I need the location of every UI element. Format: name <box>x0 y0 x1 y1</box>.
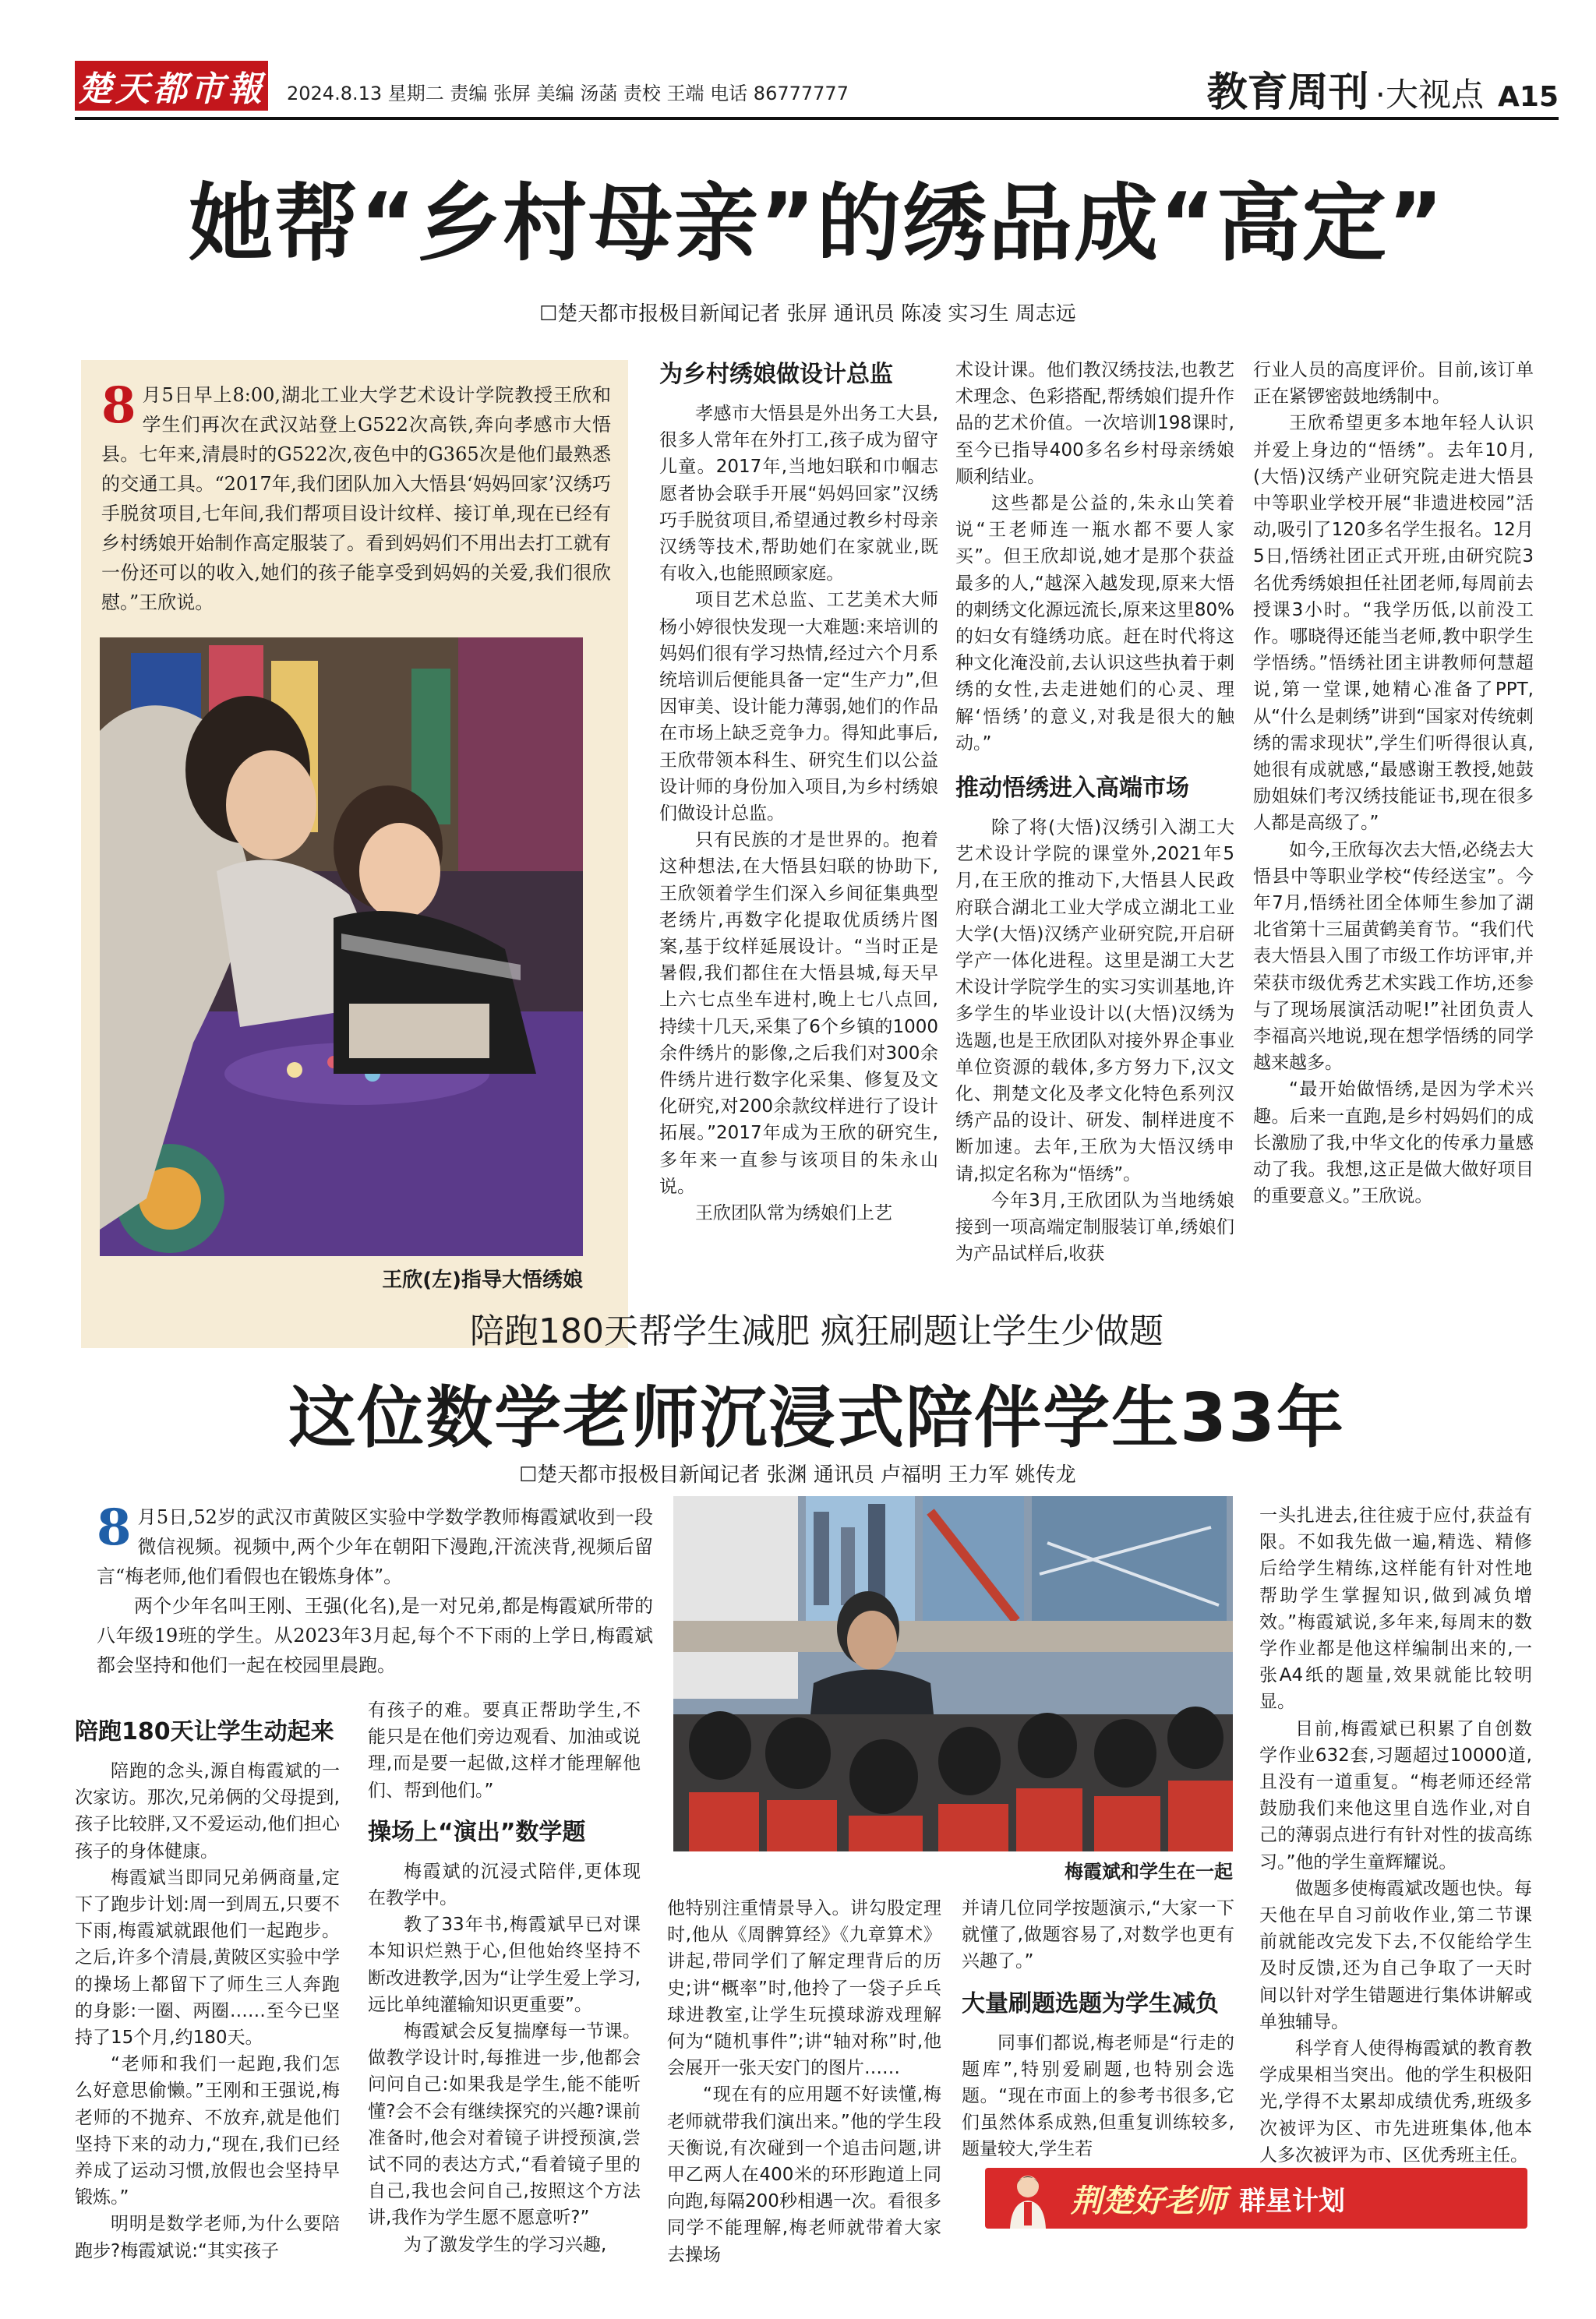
story1-column-2 <box>955 357 1234 1268</box>
page-number: A15 <box>1498 81 1559 113</box>
paragraph: 这些都是公益的,朱永山笑着说“王老师连一瓶水都不要人家买”。但王欣却说,她才是那个获益最多的人,“越深入越发现,原来大悟的刺绣文化源远流长,原来这里80%的妇女有缝绣功底。赶在时代将这种文化淹没前,去认识这些执着于刺绣的女性,去走进她们的心灵、理解‘悟绣’的意义,对我是很大的触动。” <box>955 493 1234 754</box>
story2-photo-caption: 梅霞斌和学生在一起 <box>1065 1861 1233 1883</box>
story2-column-2 <box>368 1697 641 2258</box>
paragraph: 有孩子的难。要真正帮助学生,不能只是在他们旁边观看、加油或说理,而是要一起做,这样才能理解他们、帮到他们。” <box>368 1700 641 1801</box>
story1-headline: 她帮“乡村母亲”的绣品成“高定” <box>189 175 1445 273</box>
story2-column-5 <box>1259 1502 1532 2169</box>
story2-lead-text-2: 两个少年名叫王刚、王强(化名),是一对兄弟,都是梅霞斌所带的八年级19班的学生。从2023年3月起,每个不下雨的上学日,梅霞斌都会坚持和他们一起在校园里晨跑。 <box>97 1595 653 1676</box>
embroidery-photo-image <box>100 637 583 1256</box>
paragraph: 同事们都说,梅老师是“行走的题库”,特别爱刷题,也特别会选题。“现在市面上的参考书很多,它们虽然体系成熟,但重复训练较多,题量较大,学生若 <box>962 2032 1234 2160</box>
story1-lead-text: 月5日早上8:00,湖北工业大学艺术设计学院教授王欣和学生们再次在武汉站登上G522次高铁,奔向孝感市大悟县。七年来,清晨时的G522次,夜色中的G365次是他们最熟悉的交通工具。“2017年,我们团队加入大悟县‘妈妈回家’汉绣巧手脱贫项目,七年间,我们帮项目设计纹样、接订单,现在已经有乡村绣娘开始制作高定服装了。看到妈妈们不用出去打工就有一份还可以的收入,她们的孩子能享受到妈妈的关爱,我们很欣慰。”王欣说。 <box>101 384 611 613</box>
teacher-illustration-icon <box>993 2168 1063 2229</box>
story2-lead <box>97 1498 653 1680</box>
story1-subheading-2: 推动悟绣进入高端市场 <box>955 775 1189 803</box>
paragraph: 术设计课。他们教汉绣技法,也教艺术理念、色彩搭配,帮绣娘们提升作品的艺术价值。一次培训198课时,至今已指导400多名乡村母亲绣娘顺利结业。 <box>955 360 1234 487</box>
story2-subheading-3: 大量刷题选题为学生减负 <box>962 1989 1219 2017</box>
paragraph: 科学育人使得梅霞斌的教育教学成果相当突出。他的学生积极阳光,学得不太累却成绩优秀,班级多次被评为区、市先进班集体,他本人多次被评为市、区优秀班主任。 <box>1259 2038 1532 2165</box>
paragraph: 目前,梅霞斌已积累了自创数学作业632套,习题超过10000道,且没有一道重复。“梅老师还经常鼓励我们来他这里自选作业,对自己的薄弱点进行有针对性的拔高练习。”他的学生童辉耀说。 <box>1259 1718 1532 1872</box>
story2-column-4 <box>962 1895 1234 2163</box>
story2-subheading-2: 操场上“演出”数学题 <box>368 1818 586 1846</box>
paragraph: 如今,王欣每次去大悟,必绕去大悟县中等职业学校“传经送宝”。今年7月,悟绣社团全体师生参加了湖北省第十三届黄鹤美育节。“我们代表大悟县入围了市级工作坊评审,并荣获市级优秀艺术实践工作坊,还参与了现场展演活动呢!”社团负责人李福高兴地说,现在想学悟绣的同学越来越多。 <box>1253 839 1534 1074</box>
paragraph: “最开始做悟绣,是因为学术兴趣。后来一直跑,是乡村妈妈们的成长激励了我,中华文化的传承力量感动了我。我想,这正是做大做好项目的重要意义。”王欣说。 <box>1253 1079 1534 1207</box>
banner-title: 荆楚好老师 <box>1071 2183 1227 2219</box>
section-subtitle: ·大视点 <box>1375 76 1485 114</box>
story2-kicker: 陪跑180天帮学生减肥 疯狂刷题让学生少做题 <box>470 1311 1163 1351</box>
story2-column-3 <box>667 1895 941 2268</box>
paragraph: 他特别注重情景导入。讲勾股定理时,他从《周髀算经》《九章算术》讲起,带同学们了解定理背后的历史;讲“概率”时,他拎了一袋子乒乓球进教室,让学生玩摸球游戏理解何为“随机事件”;讲“轴对称”时,他会展开一张天安门的图片…… <box>667 1898 941 2079</box>
drop-cap: 8 <box>101 376 136 435</box>
classroom-photo-image <box>673 1496 1233 1851</box>
story2-photo <box>673 1496 1233 1851</box>
header-info: 2024.8.13 星期二 责编 张屏 美编 汤菡 责校 王端 电话 86777777 <box>287 83 849 104</box>
story2-headline: 这位数学老师沉浸式陪伴学生33年 <box>288 1379 1345 1457</box>
paragraph: “现在有的应用题不好读懂,梅老师就带我们演出来。”他的学生段天衡说,有次碰到一个追击问题,讲甲乙两人在400米的环形跑道上同向跑,每隔200秒相遇一次。看很多同学不能理解,梅老师就带着大家去操场 <box>667 2084 941 2265</box>
story1-lead <box>101 376 611 617</box>
banner-subtitle: 群星计划 <box>1239 2185 1345 2217</box>
paragraph: 明明是数学老师,为什么要陪跑步?梅霞斌说:“其实孩子 <box>75 2214 340 2261</box>
paragraph: 一头扎进去,往往疲于应付,获益有限。不如我先做一遍,精选、精修后给学生精练,这样能有针对性地帮助学生掌握知识,做到减负增效。”梅霞斌说,多年来,每周末的数学作业都是他这样编制出来的,一张A4纸的题量,效果就能比较明显。 <box>1259 1505 1532 1713</box>
section-header <box>1207 59 1559 118</box>
paragraph: 王欣团队常为绣娘们上艺 <box>695 1203 892 1224</box>
paragraph: 除了将(大悟)汉绣引入湖工大艺术设计学院的课堂外,2021年5月,在王欣的推动下,大悟县人民政府联合湖北工业大学成立湖北工业大学(大悟)汉绣产业研究院,开启研学产一体化进程。这里是湖工大艺术设计学院学生的实习实训基地,许多学生的毕业设计以(大悟)汉绣为选题,也是王欣团队对接外界企事业单位资源的载体,多方努力下,汉文化、荆楚文化及孝文化特色系列汉绣产品的设计、研发、制样进度不断加速。去年,王欣为大悟汉绣申请,拟定名称为“悟绣”。 <box>955 817 1234 1184</box>
paragraph: 陪跑的念头,源自梅霞斌的一次家访。那次,兄弟俩的父母提到,孩子比较胖,又不爱运动,他们担心孩子的身体健康。 <box>75 1761 340 1862</box>
paragraph: 孝感市大悟县是外出务工大县,很多人常年在外打工,孩子成为留守儿童。2017年,当地妇联和巾帼志愿者协会联手开展“妈妈回家”汉绣巧手脱贫项目,希望通过教乡村母亲汉绣等技术,帮助她们在家就业,既有收入,也能照顾家庭。 <box>659 404 938 584</box>
paragraph: “老师和我们一起跑,我们怎么好意思偷懒。”王刚和王强说,梅老师的不抛弃、不放弃,就是他们坚持下来的动力,“现在,我们已经养成了运动习惯,放假也会坚持早锻炼。” <box>75 2054 340 2208</box>
paragraph: 今年3月,王欣团队为当地绣娘接到一项高端定制服装订单,绣娘们为产品试样后,收获 <box>955 1190 1234 1265</box>
paragraph: 只有民族的才是世界的。抱着这种想法,在大悟县妇联的协助下,王欣领着学生们深入乡间征集典型老绣片,再数字化提取优质绣片图案,基于纹样延展设计。“当时正是暑假,我们都住在大悟县城,每天早上六七点坐车进村,晚上七八点回,持续十几天,采集了6个乡镇的1000余件绣片的影像,之后我们对300余件绣片进行数字化采集、修复及文化研究,对200余款纹样进行了设计拓展。”2017年成为王欣的研究生,多年来一直参与该项目的朱永山说。 <box>659 830 938 1197</box>
story2-byline: ☐楚天都市报极目新闻记者 张渊 通讯员 卢福明 王力军 姚传龙 <box>519 1463 1076 1487</box>
paragraph: 项目艺术总监、工艺美术大师杨小婷很快发现一大难题:来培训的妈妈们很有学习热情,经过六个月系统培训后便能具备一定“生产力”,但因审美、设计能力薄弱,她们的作品在市场上缺乏竞争力。得知此事后,王欣带领本科生、研究生们以公益设计师的身份加入项目,为乡村绣娘们做设计总监。 <box>659 590 938 824</box>
story2-lead-text: 月5日,52岁的武汉市黄陂区实验中学数学教师梅霞斌收到一段微信视频。视频中,两个少年在朝阳下漫跑,汗流浃背,视频后留言“梅老师,他们看假也在锻炼身体”。 <box>97 1506 653 1587</box>
paragraph: 做题多使梅霞斌改题也快。每天他在早自习前收作业,第二节课前就能改完发下去,不仅能给学生及时反馈,还为自己争取了一天时间以针对学生错题进行集体讲解或单独辅导。 <box>1259 1878 1532 2032</box>
section-title: 教育周刊 <box>1206 69 1369 116</box>
drop-cap: 8 <box>97 1498 132 1557</box>
paragraph: 梅霞斌的沉浸式陪伴,更体现在教学中。 <box>368 1861 641 1909</box>
header-rule <box>75 117 1559 120</box>
story1-photo <box>100 637 583 1256</box>
campaign-banner <box>985 2168 1527 2229</box>
paragraph: 教了33年书,梅霞斌早已对课本知识烂熟于心,但他始终坚持不断改进教学,因为“让学生爱上学习,远比单纯灌输知识更重要”。 <box>368 1915 641 2015</box>
paragraph: 并请几位同学按题演示,“大家一下就懂了,做题容易了,对数学也更有兴趣了。” <box>962 1898 1234 1972</box>
story1-byline: ☐楚天都市报极目新闻记者 张屏 通讯员 陈凌 实习生 周志远 <box>539 302 1076 326</box>
story2-column-1 <box>75 1714 340 2264</box>
paragraph: 为了激发学生的学习兴趣, <box>404 2234 607 2255</box>
paragraph: 梅霞斌当即同兄弟俩商量,定下了跑步计划:周一到周五,只要不下雨,梅霞斌就跟他们一起跑步。之后,许多个清晨,黄陂区实验中学的操场上都留下了师生三人奔跑的身影:一圈、两圈……至今已坚持了15个月,约180天。 <box>75 1867 340 2049</box>
story1-column-1 <box>659 357 938 1227</box>
story1-subheading-1: 为乡村绣娘做设计总监 <box>659 361 893 388</box>
story1-photo-caption: 王欣(左)指导大悟绣娘 <box>382 1269 583 1292</box>
paragraph: 行业人员的高度评价。目前,该订单正在紧锣密鼓地绣制中。 <box>1253 360 1534 408</box>
story2-subheading-1: 陪跑180天让学生动起来 <box>75 1718 334 1745</box>
masthead-logo: 楚天都市報 <box>75 61 268 111</box>
paragraph: 梅霞斌会反复揣摩每一节课。做教学设计时,每推进一步,他都会问问自己:如果我是学生,能不能听懂?会不会有继续探究的兴趣?课前准备时,他会对着镜子讲授预演,尝试不同的表达方式,“看着镜子里的自己,我也会问自己,按照这个方法讲,我作为学生愿不愿意听?” <box>368 2021 641 2229</box>
paragraph: 王欣希望更多本地年轻人认识并爱上身边的“悟绣”。去年10月,(大悟)汉绣产业研究院走进大悟县中等职业学校开展“非遗进校园”活动,吸引了120多名学生报名。12月5日,悟绣社团正式开班,由研究院3名优秀绣娘担任社团老师,每周前去授课3小时。“我学历低,以前没工作。哪晓得还能当老师,教中职学生学悟绣。”悟绣社团主讲教师何慧超说,第一堂课,她精心准备了PPT,从“什么是刺绣”讲到“国家对传统刺绣的需求现状”,学生们听得很认真,她很有成就感,“最感谢王教授,她鼓励姐妹们考汉绣技能证书,现在很多人都是高级了。” <box>1253 413 1534 834</box>
story1-column-3 <box>1253 357 1534 1210</box>
